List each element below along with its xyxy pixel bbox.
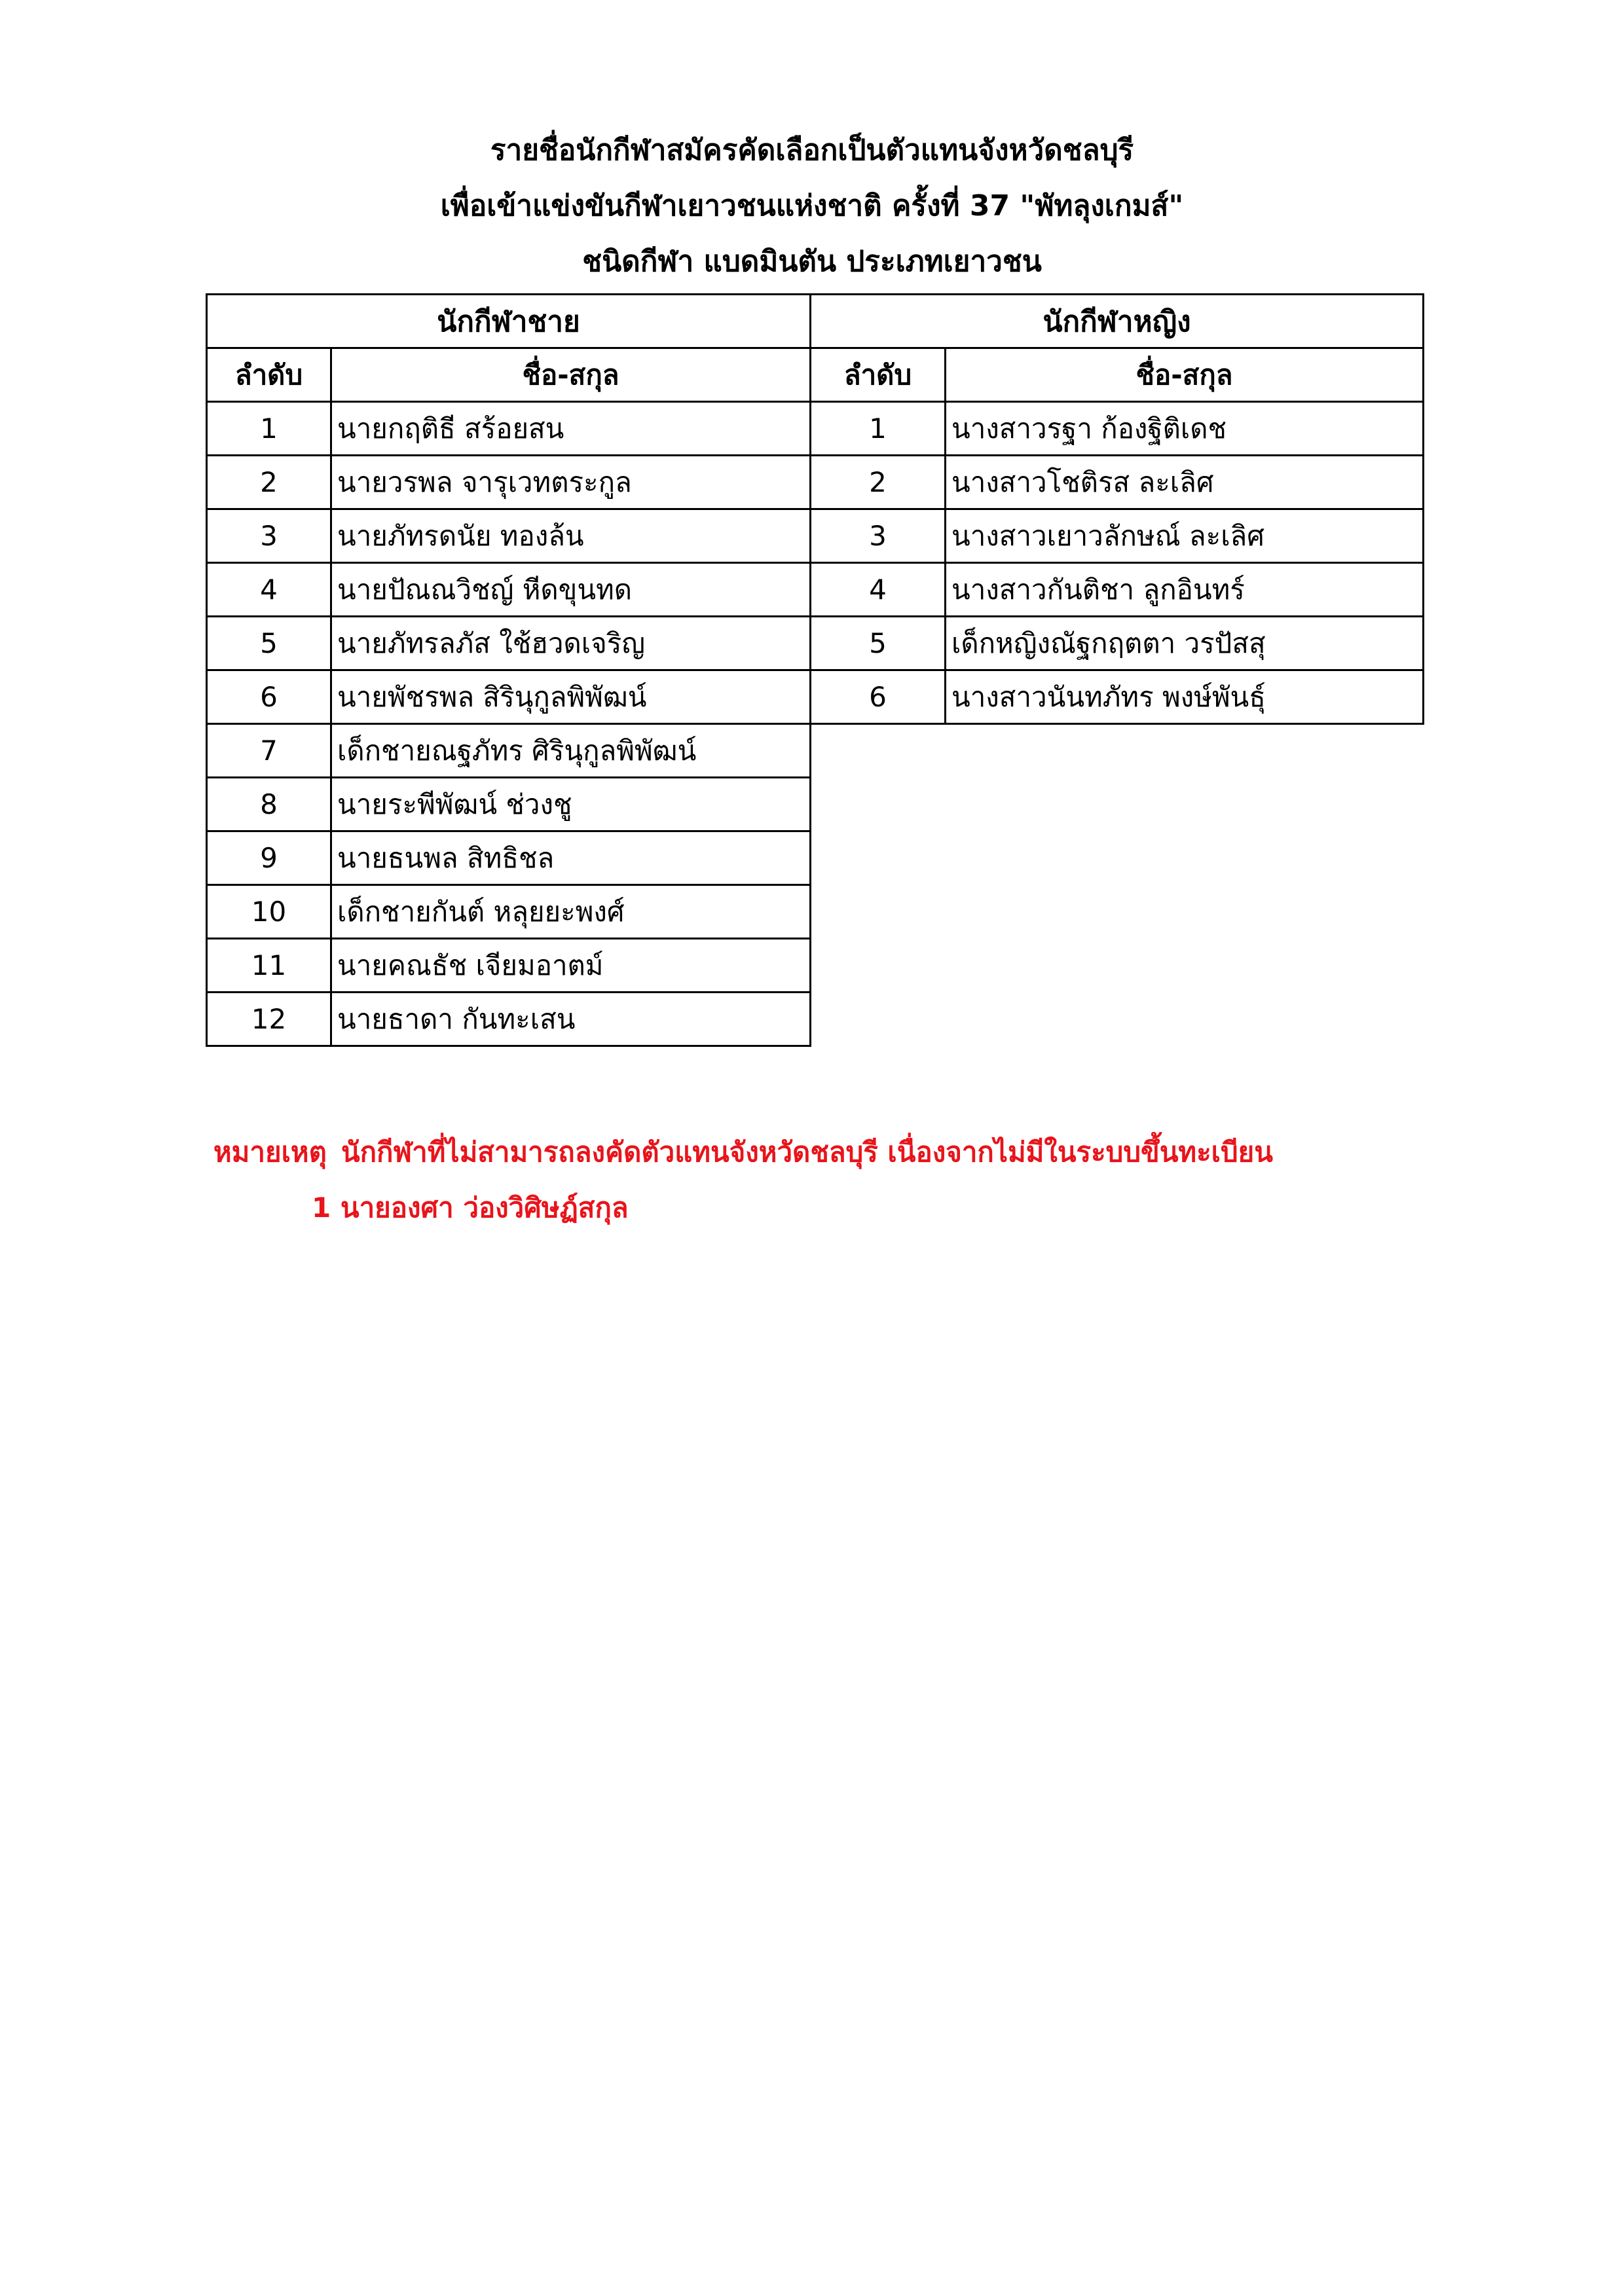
male-section-heading: นักกีฬาชาย	[207, 295, 811, 348]
table-row	[207, 885, 811, 939]
table-row	[811, 402, 1424, 456]
document-title: รายชื่อนักกีฬาสมัครคัดเลือกเป็นตัวแทนจังหวัดชลบุรี	[490, 134, 1134, 167]
table-row	[207, 509, 811, 563]
row-number: 4	[207, 563, 331, 617]
athlete-name: เด็กชายณฐภัทร ศิรินุกูลพิพัฒน์	[331, 724, 811, 778]
male-athletes-table	[206, 293, 811, 1047]
female-column-header-row	[811, 348, 1424, 402]
row-number: 3	[207, 509, 331, 563]
table-row	[811, 563, 1424, 617]
table-row	[207, 939, 811, 993]
row-number: 1	[207, 402, 331, 456]
excluded-athlete-item	[312, 1188, 629, 1228]
row-number: 11	[207, 939, 331, 993]
row-number: 7	[207, 724, 331, 778]
athlete-name: นายพัชรพล สิรินุกูลพิพัฒน์	[331, 670, 811, 724]
row-number: 6	[207, 670, 331, 724]
competition-subtitle: เพื่อเข้าแข่งขันกีฬาเยาวชนแห่งชาติ ครั้งที่ 37 "พัทลุงเกมส์"	[440, 189, 1184, 223]
row-number: 1	[811, 402, 946, 456]
sport-category: ชนิดกีฬา แบดมินตัน ประเภทเยาวชน	[582, 245, 1042, 278]
athlete-name: นายภัทรลภัส ใช้ฮวดเจริญ	[331, 617, 811, 670]
table-row	[811, 670, 1424, 724]
excluded-number: 1	[312, 1192, 331, 1224]
athlete-name: นายกฤติธี สร้อยสน	[331, 402, 811, 456]
athlete-name: นายธาดา กันทะเสน	[331, 993, 811, 1046]
table-row	[811, 456, 1424, 509]
row-number: 8	[207, 778, 331, 831]
athlete-name: นายวรพล จารุเวทตระกูล	[331, 456, 811, 509]
row-number: 12	[207, 993, 331, 1046]
row-number: 4	[811, 563, 946, 617]
female-heading-row	[811, 295, 1424, 348]
row-number: 5	[207, 617, 331, 670]
table-row	[207, 778, 811, 831]
athlete-name: เด็กหญิงณัฐกฤตตา วรปัสสุ	[946, 617, 1424, 670]
female-athletes-table	[809, 293, 1424, 725]
row-number: 2	[811, 456, 946, 509]
table-row	[207, 724, 811, 778]
athlete-name: นางสาวนันทภัทร พงษ์พันธุ์	[946, 670, 1424, 724]
remark-text: นักกีฬาที่ไม่สามารถลงคัดตัวแทนจังหวัดชลบุรี เนื่องจากไม่มีในระบบขึ้นทะเบียน	[341, 1136, 1273, 1168]
table-row	[207, 670, 811, 724]
row-number: 6	[811, 670, 946, 724]
male-col-order-header: ลำดับ	[207, 348, 331, 402]
male-col-name-header: ชื่อ-สกุล	[331, 348, 811, 402]
remark-label: หมายเหตุ	[213, 1136, 327, 1168]
athlete-name: นางสาวกันติชา ลูกอินทร์	[946, 563, 1424, 617]
table-row	[811, 509, 1424, 563]
excluded-name: นายองศา ว่องวิศิษฏ์สกุล	[340, 1192, 629, 1224]
athlete-name: นางสาวโชติรส ละเลิศ	[946, 456, 1424, 509]
table-row	[207, 993, 811, 1046]
athlete-name: เด็กชายกันต์ หลุยยะพงศ์	[331, 885, 811, 939]
row-number: 2	[207, 456, 331, 509]
row-number: 9	[207, 831, 331, 885]
table-row	[811, 617, 1424, 670]
row-number: 10	[207, 885, 331, 939]
table-row	[207, 456, 811, 509]
row-number: 3	[811, 509, 946, 563]
athlete-name: นางสาวเยาวลักษณ์ ละเลิศ	[946, 509, 1424, 563]
female-section-heading: นักกีฬาหญิง	[811, 295, 1424, 348]
male-column-header-row	[207, 348, 811, 402]
female-col-name-header: ชื่อ-สกุล	[946, 348, 1424, 402]
table-row	[207, 831, 811, 885]
table-row	[207, 402, 811, 456]
athlete-name: นายภัทรดนัย ทองล้น	[331, 509, 811, 563]
athlete-name: นางสาวรฐา ก้องฐิติเดช	[946, 402, 1424, 456]
athlete-name: นายคณธัช เจียมอาตม์	[331, 939, 811, 993]
female-col-order-header: ลำดับ	[811, 348, 946, 402]
athlete-name: นายปัณณวิชญ์ หีดขุนทด	[331, 563, 811, 617]
table-row	[207, 617, 811, 670]
table-row	[207, 563, 811, 617]
row-number: 5	[811, 617, 946, 670]
athlete-name: นายระพีพัฒน์ ช่วงชู	[331, 778, 811, 831]
remark-note	[213, 1133, 1273, 1172]
athlete-name: นายธนพล สิทธิชล	[331, 831, 811, 885]
male-heading-row	[207, 295, 811, 348]
